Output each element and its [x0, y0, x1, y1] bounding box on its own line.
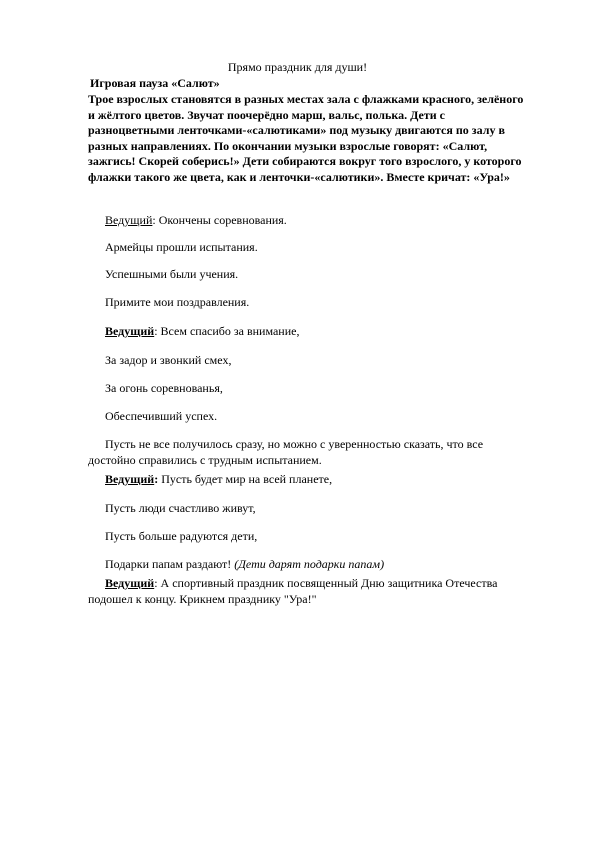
game-pause-heading: Игровая пауза «Салют» — [90, 76, 220, 90]
closing-text: А спортивный праздник посвященный Дню защитника Отечества подошел к концу. Крикнем празднику "Ура!" — [88, 576, 498, 606]
game-pause-description: Трое взрослых становятся в разных местах зала с флажками красного, зелёного и жёлтого цветов. Звучат поочерёдно марш, вальс, полька. Дети с разноцветными ленточками-«салютиками» под музыку двигаются по залу в разных направлениях. По окончании музыки взрослые говорят: «Салют, зажгись! Скорей соберись!» Дети собираются вокруг того взрослого, у которого флажки такого же цвета, как и ленточки-«салютики». Вместе кричат: «Ура!» — [88, 92, 524, 184]
line-text: Всем спасибо за внимание, — [160, 324, 300, 338]
script-closing — [88, 576, 528, 607]
script-line: Обеспечивший успех. — [105, 409, 218, 423]
colon: : — [154, 324, 161, 338]
script-line — [105, 324, 299, 338]
line-text: Окончены соревнования. — [158, 213, 287, 227]
speaker-label: Ведущий — [105, 472, 155, 486]
line-text: Подарки папам раздают! — [105, 557, 232, 571]
script-line: Примите мои поздравления. — [105, 295, 250, 309]
colon: : — [154, 472, 162, 486]
line-text: Пусть будет мир на всей планете, — [161, 472, 333, 486]
stage-remark: (Дети дарят подарки папам) — [234, 557, 385, 571]
script-line: За огонь соревнованья, — [105, 381, 223, 395]
script-paragraph: Пусть не все получилось сразу, но можно с уверенностью сказать, что все достойно справились с трудным испытанием. — [88, 437, 484, 467]
script-line — [105, 472, 332, 486]
script-line — [105, 213, 287, 227]
colon: : — [152, 213, 159, 227]
speaker-label: Ведущий — [105, 213, 153, 227]
script-line: Пусть больше радуются дети, — [105, 529, 258, 543]
speaker-label: Ведущий — [105, 324, 155, 338]
speaker-label: Ведущий — [105, 576, 155, 590]
script-line: Пусть люди счастливо живут, — [105, 501, 256, 515]
script-line: Успешными были учения. — [105, 267, 239, 281]
script-line: Армейцы прошли испытания. — [105, 240, 258, 254]
script-line — [105, 557, 384, 571]
page-title: Прямо праздник для души! — [227, 60, 368, 74]
colon: : — [154, 576, 161, 590]
script-line: За задор и звонкий смех, — [105, 353, 232, 367]
